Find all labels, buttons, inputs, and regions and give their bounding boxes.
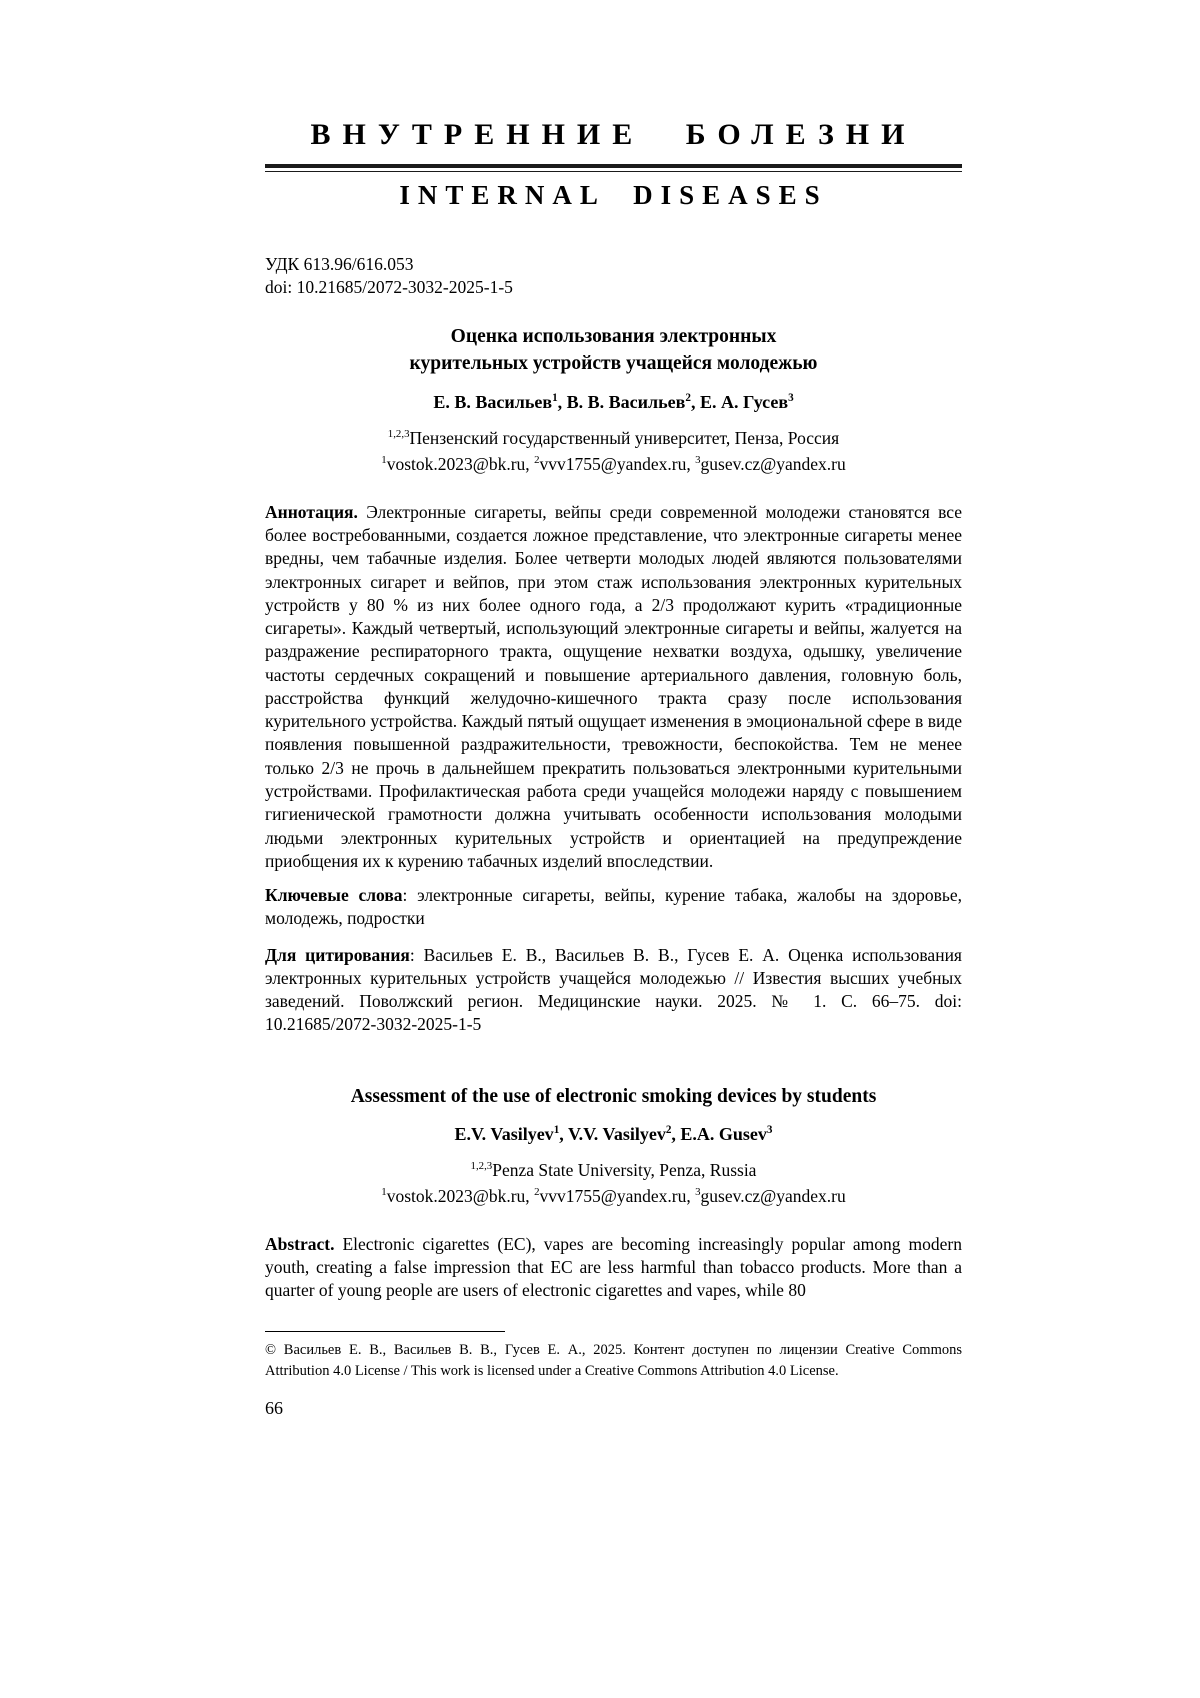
header-divider [265,164,962,172]
author-name: , В. В. Васильев [557,391,686,412]
email-marker: 2 [534,1186,540,1199]
author-name: , E.A. Gusev [671,1123,767,1144]
email-marker: 2 [534,453,540,466]
abstract-label: Abstract. [265,1233,335,1254]
keywords-text: : электронные сигареты, вейпы, курение табака, жалобы на здоровье, молодежь, подростки [265,885,962,929]
title-line-1: Оценка использования электронных [450,326,777,348]
author-affiliation-marker: 3 [788,391,794,404]
journal-title-russian: ВНУТРЕННИЕ БОЛЕЗНИ [310,118,917,151]
authors-english [265,1124,962,1145]
keywords-label: Ключевые слова [265,885,403,906]
email-address: vostok.2023@bk.ru, [386,1185,535,1206]
article-title-english: Assessment of the use of electronic smoking devices by students [350,1085,877,1107]
citation-russian [265,944,962,1037]
email-address: vvv1755@yandex.ru, [539,453,696,474]
affiliation-markers: 1,2,3 [470,1160,493,1173]
copyright-notice: © Васильев Е. В., Васильев В. В., Гусев Е. А., 2025. Контент доступен по лицензии Creative Commons Attribution 4.0 License / This work is licensed under a Creative Commons Attribution 4.0 License. [265,1341,962,1379]
author-name: , Е. А. Гусев [690,391,789,412]
citation-label: Для цитирования [265,944,410,965]
email-address: gusev.cz@yandex.ru [700,453,846,474]
article-meta [265,253,962,299]
author-name: , V.V. Vasilyev [559,1123,666,1144]
affiliation-russian [265,428,962,449]
author-affiliation-marker: 1 [552,391,558,404]
footnote-divider [265,1331,505,1332]
author-affiliation-marker: 1 [553,1123,560,1136]
journal-title-english: INTERNAL DISEASES [399,180,828,210]
email-address: vvv1755@yandex.ru, [539,1185,696,1206]
author-affiliation-marker: 2 [665,1123,672,1136]
abstract-text: Electronic cigarettes (EC), vapes are becoming increasingly popular among modern youth, creating a false impression that EC are less harmful than tobacco products. More than a quarter of young people are users of electronic cigarettes and vapes, while 80 [265,1233,962,1301]
email-address: vostok.2023@bk.ru, [386,453,535,474]
title-line-2: курительных устройств учащейся молодежью [409,353,818,375]
email-marker: 3 [695,453,701,466]
author-affiliation-marker: 2 [685,391,691,404]
affiliation-markers: 1,2,3 [387,427,410,440]
author-emails-russian [265,454,962,475]
abstract-text: Электронные сигареты, вейпы среди современной молодежи становятся все более востребованными, создается ложное представление, что электронные сигареты менее вредны, чем табачные изделия. Более четверти молодых людей являются пользователями электронных сигарет и вейпов, при этом стаж использования электронных курительных устройств у 80 % из них более одного года, а 2/3 продолжают курить «традиционные сигареты». Каждый четвертый, использующий электронные сигареты и вейпы, жалуется на раздражение респираторного тракта, ощущение нехватки воздуха, одышку, увеличение частоты сердечных сокращений и повышение артериального давления, головную боль, расстройства функций желудочно-кишечного тракта сразу после использования курительного устройства. Каждый пятый ощущает изменения в эмоциональной сфере в виде появления повышенной раздражительности, тревожности, беспокойства. Тем не менее только 2/3 не прочь в дальнейшем прекратить пользоваться электронными курительными устройствами. Профилактическая работа среди учащейся молодежи наряду с повышением гигиенической грамотности должна учитывать особенности использования молодыми людьми электронных курительных устройств и ориентацией на предупреждение приобщения их к курению табачных изделий впоследствии. [265,501,962,871]
keywords-russian [265,884,962,931]
abstract-label: Аннотация. [265,501,358,522]
udk-code: УДК 613.96/616.053 [265,254,414,274]
affiliation-text: Пензенский государственный университет, Пенза, Россия [409,427,840,448]
author-affiliation-marker: 3 [766,1123,773,1136]
email-marker: 1 [381,453,387,466]
abstract-english [265,1233,962,1303]
page-number: 66 [265,1397,283,1418]
author-name: E.V. Vasilyev [454,1123,554,1144]
article-title-russian [265,323,962,378]
author-name: Е. В. Васильев [433,391,553,412]
page-content [265,0,962,1419]
email-marker: 1 [381,1186,387,1199]
affiliation-text: Penza State University, Penza, Russia [492,1159,757,1180]
authors-russian [265,392,962,413]
doi-code: doi: 10.21685/2072-3032-2025-1-5 [265,277,513,298]
email-marker: 3 [695,1186,701,1199]
email-address: gusev.cz@yandex.ru [700,1185,846,1206]
affiliation-english [265,1160,962,1181]
abstract-russian [265,501,962,873]
citation-text: : Васильев Е. В., Васильев В. В., Гусев Е. А. Оценка использования электронных курительных устройств учащейся молодежью // Известия высших учебных заведений. Поволжский регион. Медицинские науки. 2025. № 1. С. 66–75. doi: 10.21685/2072-3032-2025-1-5 [265,944,962,1035]
author-emails-english [265,1186,962,1207]
